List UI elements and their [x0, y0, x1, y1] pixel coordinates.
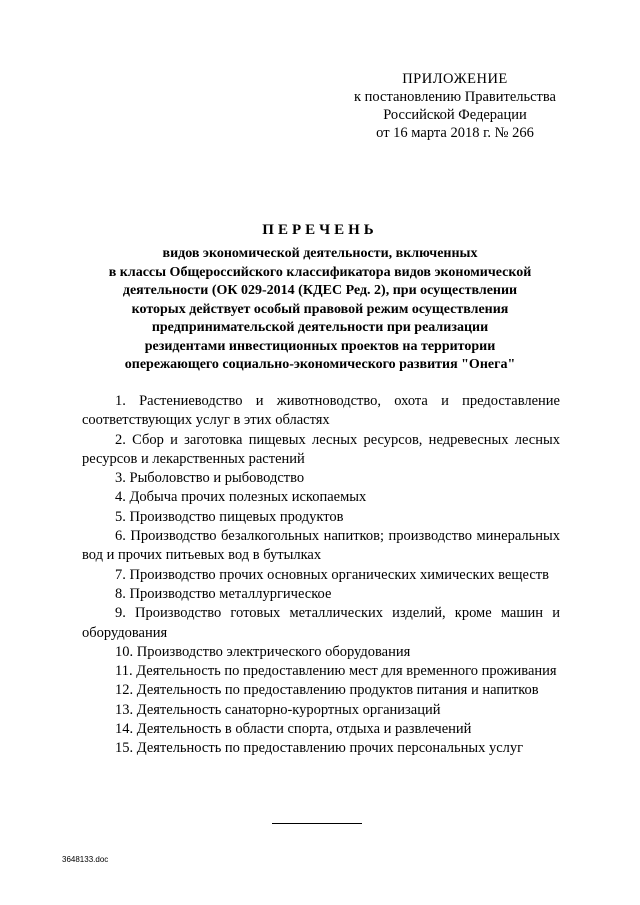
list-item: 5. Производство пищевых продуктов — [115, 508, 344, 525]
list-item: 10. Производство электрического оборудования — [115, 643, 411, 660]
list-item: 11. Деятельность по предоставлению мест для временного проживания — [115, 663, 557, 680]
document-subtitle — [70, 245, 570, 375]
subtitle-line: в классы Общероссийского классификатора видов экономической — [108, 264, 532, 280]
subtitle-line: деятельности (ОК 029-2014 (КДЕС Ред. 2), при осуществлении — [122, 283, 518, 298]
list-item: 6. Производство безалкогольных напитков; производство минеральных вод и прочих питьевых вод в бутылках — [82, 528, 560, 564]
list-item: 2. Сбор и заготовка пищевых лесных ресурсов, недревесных лесных ресурсов и лекарственных растений — [82, 431, 560, 467]
list-item: 15. Деятельность по предоставлению прочих персональных услуг — [115, 740, 524, 757]
list-item: 3. Рыболовство и рыбоводство — [115, 470, 305, 487]
appendix-header — [330, 70, 580, 142]
list-item: 9. Производство готовых металлических изделий, кроме машин и оборудования — [82, 605, 560, 641]
subtitle-line: видов экономической деятельности, включенных — [162, 246, 478, 261]
list-item: 12. Деятельность по предоставлению продуктов питания и напитков — [115, 682, 539, 699]
subtitle-line: предпринимательской деятельности при реализации — [151, 320, 489, 335]
appendix-line: к постановлению Правительства — [354, 89, 556, 105]
list-item: 13. Деятельность санаторно-курортных организаций — [115, 701, 441, 718]
appendix-heading: ПРИЛОЖЕНИЕ — [402, 71, 508, 87]
list-item: 14. Деятельность в области спорта, отдыха и развлечений — [115, 721, 472, 738]
appendix-date-number: от 16 марта 2018 г. № 266 — [376, 125, 534, 141]
subtitle-line: резидентами инвестиционных проектов на территории — [144, 338, 496, 354]
subtitle-line: которых действует особый правовой режим осуществления — [131, 301, 509, 317]
activity-list — [82, 392, 560, 759]
appendix-line: Российской Федерации — [383, 107, 527, 123]
list-item: 4. Добыча прочих полезных ископаемых — [115, 489, 367, 506]
end-divider — [272, 823, 362, 824]
document-id: 3648133.doc — [62, 855, 109, 864]
list-item: 8. Производство металлургическое — [115, 585, 332, 602]
document-title: ПЕРЕЧЕНЬ — [262, 222, 378, 238]
subtitle-line: опережающего социально-экономического развития "Онега" — [124, 357, 516, 372]
list-item: 1. Растениеводство и животноводство, охота и предоставление соответствующих услуг в этих областях — [82, 393, 560, 429]
list-item: 7. Производство прочих основных органических химических веществ — [115, 566, 549, 583]
